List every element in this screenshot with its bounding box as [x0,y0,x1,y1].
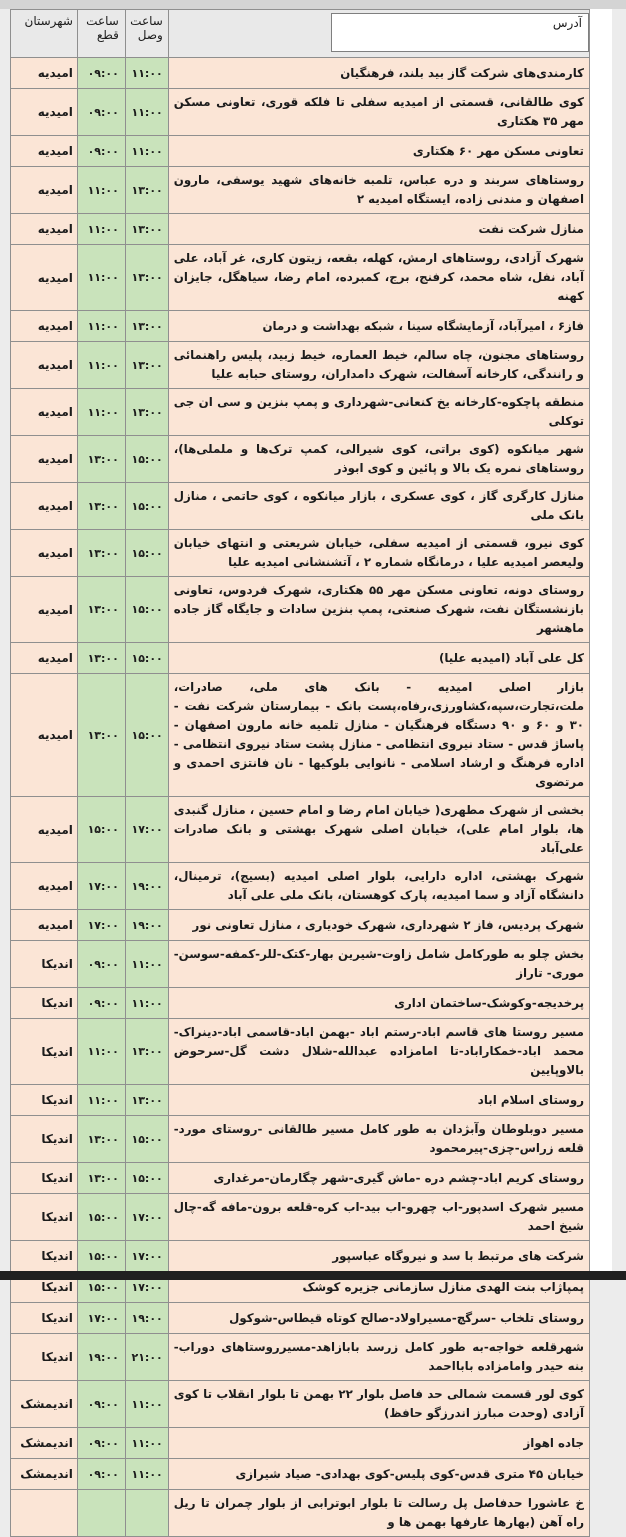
cut-time-cell: ۰۹:۰۰ [78,89,126,136]
cut-time-cell: ۱۳:۰۰ [78,1116,126,1163]
address-cell [169,863,590,910]
address-text: بخش چلو به طورکامل شامل زاوت-شیرین بهار-کتک-للر-کمفه-سوسن-موری- تاراز [173,947,584,980]
right-gutter [590,9,612,1280]
connect-time-cell: ۱۱:۰۰ [126,1428,169,1459]
city-cell: اندیمشک [11,1381,78,1428]
table-row [11,1163,590,1194]
address-cell [169,436,590,483]
header-cut-time: ساعت قطع [78,10,126,58]
city-cell: اندیمشک [11,1459,78,1490]
address-text: مسیر روستا های قاسم اباد-رستم اباد -بهمن اباد-قاسمی اباد-دینراک- محمد اباد-خمکاراباد-تا امامزاده عبدالله-شلال دشت گل-سرحوض بالاوپایین [173,1025,584,1077]
table-header-row [11,10,590,58]
table-row [11,1490,590,1537]
address-cell [169,389,590,436]
address-cell [169,988,590,1019]
address-cell [169,483,590,530]
address-cell [169,1490,590,1537]
connect-time-cell: ۱۹:۰۰ [126,1303,169,1334]
city-cell: اندیکا [11,1303,78,1334]
table-row [11,342,590,389]
cut-time-cell: ۱۹:۰۰ [78,1334,126,1381]
city-cell: اندیکا [11,1272,78,1303]
city-cell: اندیکا [11,1085,78,1116]
address-text: شرکت های مرتبط با سد و نیروگاه عباسپور [332,1248,584,1263]
cut-time-cell: ۱۳:۰۰ [78,643,126,674]
cut-time-cell: ۱۷:۰۰ [78,863,126,910]
address-text: بازار اصلی امیدیه - بانک های ملی، صادرات، ملت،تجارت،سپه،کشاورزی،رفاه،پست بانک - بیمارستان شرکت نفت - ۳۰ و ۶۰ و ۹۰ دستگاه فرهنگیان - منازل تلمیه خانه مارون اصفهان - پاساژ قدس - ستاد نیروی انتظامی - منازل پشت ستاد نیروی انتظامی - اداره فرهنگ و ارشاد اسلامی - نانوایی بلوکیها - نان فانتزی احمدی و مرتضوی [173,680,585,789]
cut-time-cell: ۱۷:۰۰ [78,910,126,941]
connect-time-cell: ۱۳:۰۰ [126,311,169,342]
table-row [11,311,590,342]
address-text: تعاونی مسکن مهر ۶۰ هکتاری [412,143,584,158]
city-cell: اندیکا [11,988,78,1019]
cut-time-cell: ۰۹:۰۰ [78,136,126,167]
city-cell: امیدیه [11,643,78,674]
connect-time-cell: ۱۱:۰۰ [126,988,169,1019]
table-body [11,58,590,1537]
header-connect-time: ساعت وصل [126,10,169,58]
address-cell [169,89,590,136]
connect-time-cell: ۱۱:۰۰ [126,89,169,136]
connect-time-cell: ۱۵:۰۰ [126,577,169,643]
table-row [11,436,590,483]
connect-time-cell: ۱۱:۰۰ [126,136,169,167]
address-text: روستاهای مجنون، چاه سالم، خیط العماره، خیط زبید، پلیس راهنمائی و رانندگی، کارخانه آسفالت، شهرک دامداران، روستای حبابه علیا [173,348,584,381]
city-cell: امیدیه [11,436,78,483]
table-row [11,1303,590,1334]
cut-time-cell: ۱۱:۰۰ [78,342,126,389]
connect-time-cell: ۲۱:۰۰ [126,1334,169,1381]
table-row [11,797,590,863]
city-cell: اندیکا [11,1163,78,1194]
table-row [11,1334,590,1381]
address-text: شهرک پردیس، فاز ۲ شهرداری، شهرک خودیاری ، منازل تعاونی نور [192,917,584,932]
city-cell: امیدیه [11,483,78,530]
address-text: مسیر دوبلوطان وآبژدان به طور کامل مسیر طالقانی -روستای مورد-قلعه زراس-چزی-پیرمحمود [173,1122,584,1155]
address-cell [169,1459,590,1490]
connect-time-cell: ۱۹:۰۰ [126,910,169,941]
table-row [11,89,590,136]
city-cell: امیدیه [11,311,78,342]
table-row [11,988,590,1019]
address-text: کل علی آباد (امیدیه علیا) [438,650,584,665]
table-row [11,58,590,89]
top-strip [0,0,626,9]
cut-time-cell: ۱۳:۰۰ [78,1163,126,1194]
table-row [11,1116,590,1163]
address-cell [169,577,590,643]
cut-time-cell: ۱۵:۰۰ [78,1194,126,1241]
city-cell: اندیکا [11,1194,78,1241]
city-cell: اندیکا [11,1116,78,1163]
city-cell: امیدیه [11,245,78,311]
address-text: روستای دونه، تعاونی مسکن مهر ۵۵ هکتاری، شهرک فردوس، تعاونی بازنشستگان نفت، شهرک صنعتی، پمپ بنزین سادات و جایگاه گاز جاده ماهشهر [173,583,584,635]
connect-time-cell: ۱۳:۰۰ [126,1085,169,1116]
table-row [11,643,590,674]
address-cell [169,1019,590,1085]
address-text: مسیر شهرک اسدپور-اب چهرو-اب بید-اب کره-قلعه برون-مافه گه-چال شیخ احمد [173,1200,584,1233]
address-text: منازل شرکت نفت [478,221,584,236]
address-cell [169,214,590,245]
cut-time-cell: ۱۵:۰۰ [78,1272,126,1303]
address-cell [169,643,590,674]
table-row [11,1019,590,1085]
outage-schedule-table [10,9,590,1537]
cut-time-cell: ۱۵:۰۰ [78,797,126,863]
address-cell [169,167,590,214]
cut-time-cell: ۱۳:۰۰ [78,530,126,577]
city-cell: امیدیه [11,89,78,136]
address-text: پمپاژاب بنت الهدی منازل سازمانی جزیره کوشک [302,1279,584,1294]
city-cell: امیدیه [11,342,78,389]
address-text: روستاهای سربند و دره عباس، تلمبه خانه‌های شهید یوسفی، مارون اصفهان و مندنی زاده، ایستگاه امیدیه ۲ [173,173,584,206]
address-text: شهرقلعه خواجه-به طور کامل زرسد بابازاهد-مسیرروستاهای دوراب-بنه حیدر وامامزاده بابااحمد [173,1340,584,1373]
city-cell: اندیمشک [11,1428,78,1459]
city-cell [11,1490,78,1537]
address-cell [169,1303,590,1334]
city-cell: اندیکا [11,941,78,988]
address-cell [169,1334,590,1381]
header-address [169,10,590,58]
table-row [11,136,590,167]
table-row [11,941,590,988]
table-row [11,1381,590,1428]
connect-time-cell: ۱۱:۰۰ [126,58,169,89]
address-text: فاز۶ ، امیرآباد، آزمایشگاه سینا ، شبکه بهداشت و درمان [262,318,584,333]
table-row [11,674,590,797]
table-row [11,167,590,214]
cut-time-cell: ۱۱:۰۰ [78,389,126,436]
cut-time-cell: ۱۳:۰۰ [78,436,126,483]
cut-time-cell: ۰۹:۰۰ [78,1459,126,1490]
connect-time-cell: ۱۵:۰۰ [126,674,169,797]
address-cell [169,1428,590,1459]
table-row [11,483,590,530]
address-cell [169,941,590,988]
address-header-selected-cell[interactable]: آدرس [331,13,589,52]
address-text: کوی لور قسمت شمالی حد فاصل بلوار ۲۲ بهمن تا بلوار انقلاب تا کوی آزادی (وحدت مبارز اندرزگو حافظ) [173,1387,584,1420]
table-row [11,214,590,245]
address-cell [169,1085,590,1116]
table-row [11,577,590,643]
address-text: کارمندی‌های شرکت گاز بید بلند، فرهنگیان [340,65,584,80]
connect-time-cell: ۱۷:۰۰ [126,1194,169,1241]
connect-time-cell: ۱۷:۰۰ [126,797,169,863]
address-cell [169,674,590,797]
connect-time-cell: ۱۵:۰۰ [126,530,169,577]
table-row [11,389,590,436]
cut-time-cell: ۰۹:۰۰ [78,1381,126,1428]
connect-time-cell: ۱۵:۰۰ [126,643,169,674]
cut-time-cell: ۱۱:۰۰ [78,311,126,342]
table-row [11,1085,590,1116]
city-cell: امیدیه [11,797,78,863]
connect-time-cell: ۱۳:۰۰ [126,245,169,311]
connect-time-cell: ۱۱:۰۰ [126,941,169,988]
address-text: جاده اهواز [523,1435,584,1450]
address-cell [169,1241,590,1272]
address-text: بخشی از شهرک مطهری( خیابان امام رضا و امام حسین ، منازل گنبدی ها، بلوار امام علی)، خیابان اصلی شهرک بهشتی و بانک صادرات علی‌آباد [173,803,584,855]
address-cell [169,910,590,941]
connect-time-cell: ۱۵:۰۰ [126,1163,169,1194]
connect-time-cell: ۱۳:۰۰ [126,1019,169,1085]
table-row [11,1428,590,1459]
connect-time-cell: ۱۳:۰۰ [126,342,169,389]
city-cell: اندیکا [11,1019,78,1085]
cut-time-cell: ۰۹:۰۰ [78,58,126,89]
city-cell: امیدیه [11,136,78,167]
city-cell: امیدیه [11,167,78,214]
city-cell: اندیکا [11,1334,78,1381]
cut-time-cell: ۱۱:۰۰ [78,214,126,245]
address-cell [169,245,590,311]
address-text: منازل کارگری گاز ، کوی عسکری ، بازار میانکوه ، کوی حاتمی ، منازل بانک ملی [173,489,584,522]
connect-time-cell: ۱۱:۰۰ [126,1381,169,1428]
table-row [11,1241,590,1272]
city-cell: اندیکا [11,1241,78,1272]
address-text: پرخدیجه-وکوشک-ساختمان اداری [394,995,584,1010]
connect-time-cell: ۱۵:۰۰ [126,483,169,530]
cut-time-cell: ۱۱:۰۰ [78,245,126,311]
address-text: روستای اسلام اباد [477,1092,584,1107]
bottom-black-bar [0,1271,626,1280]
city-cell: امیدیه [11,58,78,89]
address-text: شهر میانکوه (کوی براتی، کوی شیرالی، کمپ ترک‌ها و ململی‌ها)، روستاهای نمره یک بالا و پائین و کوی ابوذر [173,442,584,475]
address-cell [169,1163,590,1194]
cut-time-cell: ۱۷:۰۰ [78,1303,126,1334]
cut-time-cell: ۱۳:۰۰ [78,577,126,643]
address-text: خ عاشورا حدفاصل پل رسالت تا بلوار ابوترابی از بلوار چمران تا ریل راه آهن (بهارها عارفها بهمن ها و [173,1496,584,1529]
address-cell [169,136,590,167]
connect-time-cell: ۱۳:۰۰ [126,389,169,436]
address-text: خیابان ۴۵ متری قدس-کوی پلیس-کوی بهدادی- صیاد شیرازی [235,1466,584,1481]
city-cell: امیدیه [11,530,78,577]
address-cell [169,1116,590,1163]
city-cell: امیدیه [11,910,78,941]
address-cell [169,1194,590,1241]
connect-time-cell [126,1490,169,1537]
table-row [11,910,590,941]
city-cell: امیدیه [11,389,78,436]
cut-time-cell [78,1490,126,1537]
connect-time-cell: ۱۳:۰۰ [126,214,169,245]
header-city: شهرستان [11,10,78,58]
city-cell: امیدیه [11,577,78,643]
cut-time-cell: ۱۳:۰۰ [78,483,126,530]
connect-time-cell: ۱۷:۰۰ [126,1272,169,1303]
address-cell [169,342,590,389]
address-cell [169,530,590,577]
address-text: روستای تلخاب -سرگچ-مسیراولاد-صالح کوتاه قیطاس-شوکول [229,1310,584,1325]
cut-time-cell: ۱۱:۰۰ [78,1019,126,1085]
cut-time-cell: ۱۱:۰۰ [78,1085,126,1116]
address-text: منطقه پاچکوه-کارخانه یخ کنعانی-شهرداری و پمپ بنزین و سی ان جی توکلی [173,395,584,428]
connect-time-cell: ۱۹:۰۰ [126,863,169,910]
connect-time-cell: ۱۳:۰۰ [126,167,169,214]
table-row [11,530,590,577]
city-cell: امیدیه [11,214,78,245]
address-cell [169,1381,590,1428]
connect-time-cell: ۱۵:۰۰ [126,436,169,483]
address-cell [169,58,590,89]
connect-time-cell: ۱۵:۰۰ [126,1116,169,1163]
table-row [11,245,590,311]
cut-time-cell: ۰۹:۰۰ [78,988,126,1019]
address-text: کوی نیرو، قسمتی از امیدیه سفلی، خیابان شریعتی و انتهای خیابان ولیعصر امیدیه علیا ، درمانگاه شماره ۲ ، آتشنشانی امیدیه علیا [173,536,584,569]
table-row [11,1459,590,1490]
address-text: روستای کریم اباد-چشم دره -ماش گیری-شهر چگارمان-مرغداری [213,1170,584,1185]
cut-time-cell: ۱۵:۰۰ [78,1241,126,1272]
address-cell [169,311,590,342]
address-text: شهرک آزادی، روستاهای ارمش، کهله، بقعه، زیتون کاری، غر آباد، علی آباد، نفل، شاه محمد، کرفنج، برج، کمبرده، امام رضا، سیاهگل، جایزان کهنه [173,251,584,303]
cut-time-cell: ۱۱:۰۰ [78,167,126,214]
address-text: کوی طالقانی، قسمتی از امیدیه سفلی تا فلکه قوری، تعاونی مسکن مهر ۳۵ هکتاری [173,95,584,128]
table-row [11,1194,590,1241]
connect-time-cell: ۱۱:۰۰ [126,1459,169,1490]
cut-time-cell: ۰۹:۰۰ [78,1428,126,1459]
address-cell [169,797,590,863]
connect-time-cell: ۱۷:۰۰ [126,1241,169,1272]
address-text: شهرک بهشتی، اداره دارایی، بلوار اصلی امیدیه (بسیج)، ترمینال، دانشگاه آزاد و سما امیدیه، پارک کوهستان، بانک ملی علی آباد [173,869,584,902]
city-cell: امیدیه [11,863,78,910]
city-cell: امیدیه [11,674,78,797]
table-row [11,863,590,910]
cut-time-cell: ۱۳:۰۰ [78,674,126,797]
cut-time-cell: ۰۹:۰۰ [78,941,126,988]
